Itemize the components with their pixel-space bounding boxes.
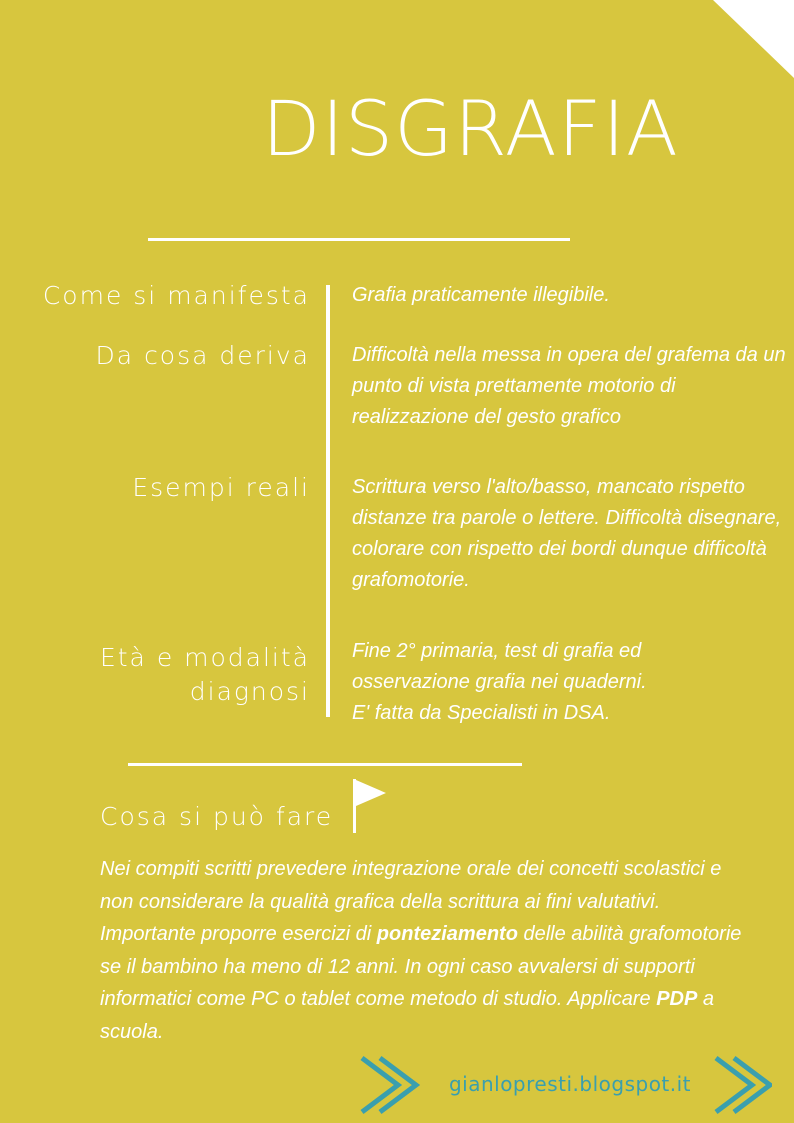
bottom-divider: [128, 763, 522, 766]
footer-blog-link[interactable]: gianlopresti.blogspot.it: [448, 1072, 692, 1096]
vertical-divider: [326, 285, 330, 717]
row-desc-esempi: Scrittura verso l'alto/basso, mancato rispetto distanze tra parole o lettere. Difficoltà disegnare, colorare con rispetto dei bordi dunque difficoltà grafomotorie.: [352, 476, 782, 591]
row-label-esempi: Esempi reali: [132, 473, 310, 502]
row-label-manifesta: Come si manifesta: [42, 281, 310, 310]
flag-icon: [350, 779, 390, 833]
top-divider: [148, 238, 570, 241]
row-desc-deriva: Difficoltà nella messa in opera del grafema da un punto di vista prettamente motorio di realizzazione del gesto grafico: [352, 344, 786, 428]
cosa-si-puo-fare-heading: Cosa si può fare: [100, 802, 334, 831]
row-desc-manifesta: Grafia praticamente illegibile.: [352, 284, 610, 306]
row-label-diagnosi: Età e modalità diagnosi: [99, 643, 310, 706]
cosa-si-puo-fare-text: Nei compiti scritti prevedere integrazione orale dei concetti scolastici e non considerare la qualità grafica della scrittura ai fini valutativi. Importante proporre esercizi di ponteziamento delle abilità grafomotorie se il bambino ha meno di 12 anni. In ogni caso avvalersi di supporti informatici come PC o tablet come metodo di studio. Applicare PDP a scuola.: [100, 858, 742, 1043]
page-title: DISGRAFIA: [262, 84, 679, 173]
row-desc-diagnosi: Fine 2° primaria, test di grafia ed osservazione grafia nei quaderni. E' fatta da Specialisti in DSA.: [352, 640, 647, 724]
row-label-deriva: Da cosa deriva: [95, 341, 310, 370]
